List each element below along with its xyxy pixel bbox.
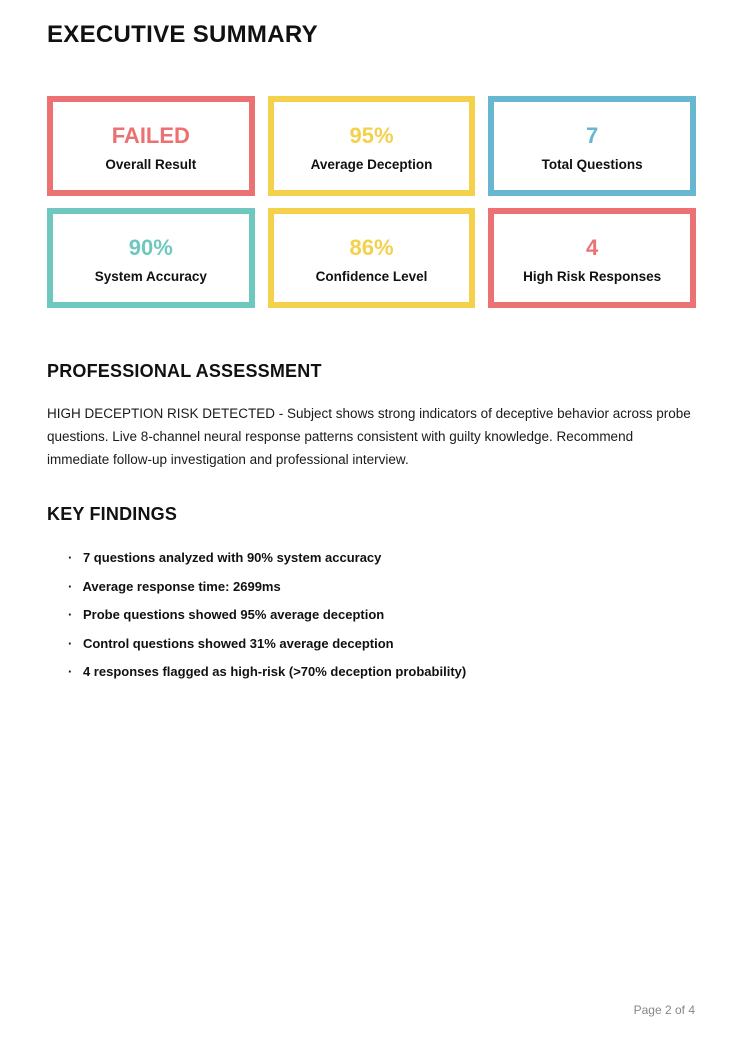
stat-label: Overall Result — [105, 157, 197, 173]
assessment-body: HIGH DECEPTION RISK DETECTED - Subject shows strong indicators of deceptive behavior across probe questions. Live 8-channel neural response patterns consistent with guilty knowledge. Recommend immediate follow-up investigation and professional interview. — [47, 406, 691, 467]
finding-item — [68, 573, 696, 602]
stat-label: High Risk Responses — [523, 269, 662, 285]
finding-item — [68, 601, 696, 630]
bullet-dot-icon: · — [68, 664, 73, 679]
stat-card — [268, 208, 476, 308]
stat-card — [47, 96, 255, 196]
assessment-heading: PROFESSIONAL ASSESSMENT — [47, 361, 322, 381]
finding-text: Average response time: 2699ms — [82, 578, 281, 594]
bullet-dot-icon: · — [68, 635, 73, 651]
stat-card — [488, 208, 696, 308]
stat-label: Total Questions — [541, 157, 643, 173]
finding-item — [68, 630, 696, 659]
stat-value: 95% — [349, 123, 394, 149]
stat-label: Confidence Level — [315, 269, 428, 285]
bullet-dot-icon: · — [68, 607, 73, 622]
page-title: EXECUTIVE SUMMARY — [47, 21, 318, 48]
stat-card — [488, 96, 696, 196]
assessment-section — [47, 361, 696, 471]
stat-label: System Accuracy — [94, 269, 207, 285]
stat-value: 4 — [586, 235, 599, 261]
findings-list — [47, 544, 696, 687]
stat-card — [47, 208, 255, 308]
bullet-dot-icon: · — [68, 550, 73, 565]
finding-text: Control questions showed 31% average deception — [82, 635, 394, 651]
finding-text: 7 questions analyzed with 90% system accuracy — [82, 550, 382, 565]
finding-text: Probe questions showed 95% average deception — [82, 607, 385, 622]
stat-value: 90% — [128, 235, 173, 261]
findings-heading: KEY FINDINGS — [47, 504, 178, 524]
stat-label: Average Deception — [310, 157, 433, 173]
finding-item — [68, 658, 696, 687]
stat-value: FAILED — [111, 123, 190, 149]
page-number: Page 2 of 4 — [633, 1003, 695, 1017]
stats-grid — [47, 96, 696, 308]
finding-item — [68, 544, 696, 573]
bullet-dot-icon: · — [68, 578, 73, 594]
findings-section — [47, 504, 696, 687]
stat-value: 7 — [586, 123, 599, 149]
stat-card — [268, 96, 476, 196]
finding-text: 4 responses flagged as high-risk (>70% deception probability) — [82, 664, 467, 679]
stat-value: 86% — [349, 235, 394, 261]
